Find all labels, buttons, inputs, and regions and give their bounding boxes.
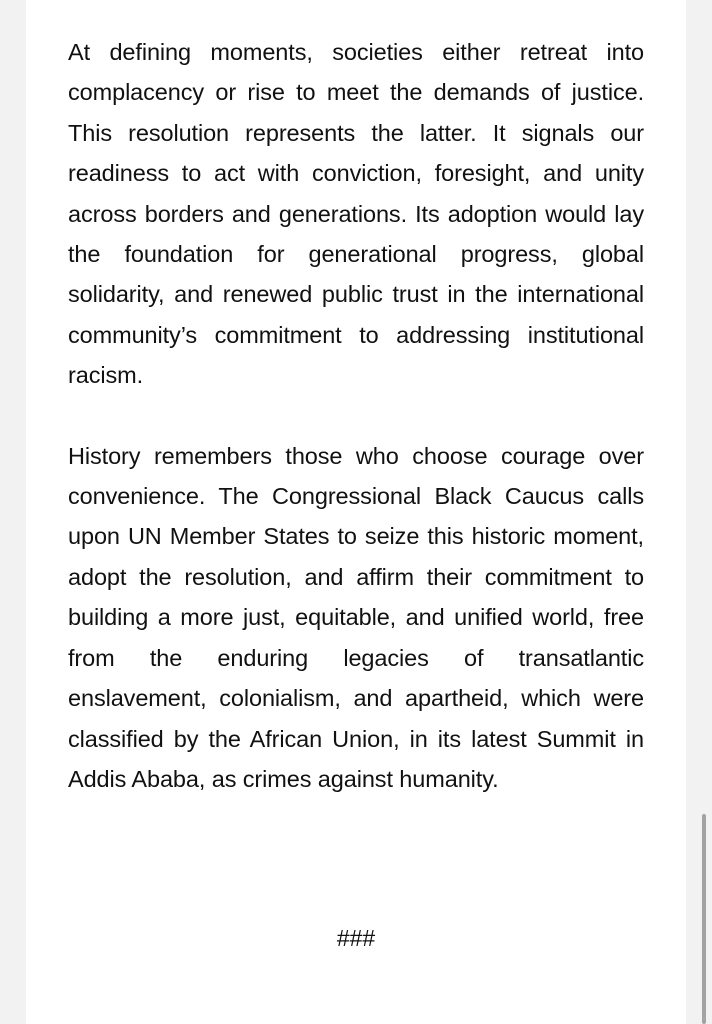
- paragraph-1: At defining moments, societies either retreat into complacency or rise to meet the demands of justice. This resolution represents the latter. It signals our readiness to act with conviction, foresight, and unity across borders and generations. Its adoption would lay the foundation for generational progress, global solidarity, and renewed public trust in the international community’s commitment to addressing institutional racism.: [68, 39, 644, 389]
- end-mark: ###: [336, 925, 376, 951]
- scrollbar-thumb[interactable]: [702, 814, 706, 1024]
- paragraph-2: History remembers those who choose courage over convenience. The Congressional Black Caucus calls upon UN Member States to seize this historic moment, adopt the resolution, and affirm their commitment to building a more just, equitable, and unified world, free from the enduring legacies of transatlantic enslavement, colonialism, and apartheid, which were classified by the African Union, in its latest Summit in Addis Ababa, as crimes against humanity.: [68, 442, 644, 792]
- document-page: [26, 0, 686, 1024]
- document-body: [68, 32, 644, 799]
